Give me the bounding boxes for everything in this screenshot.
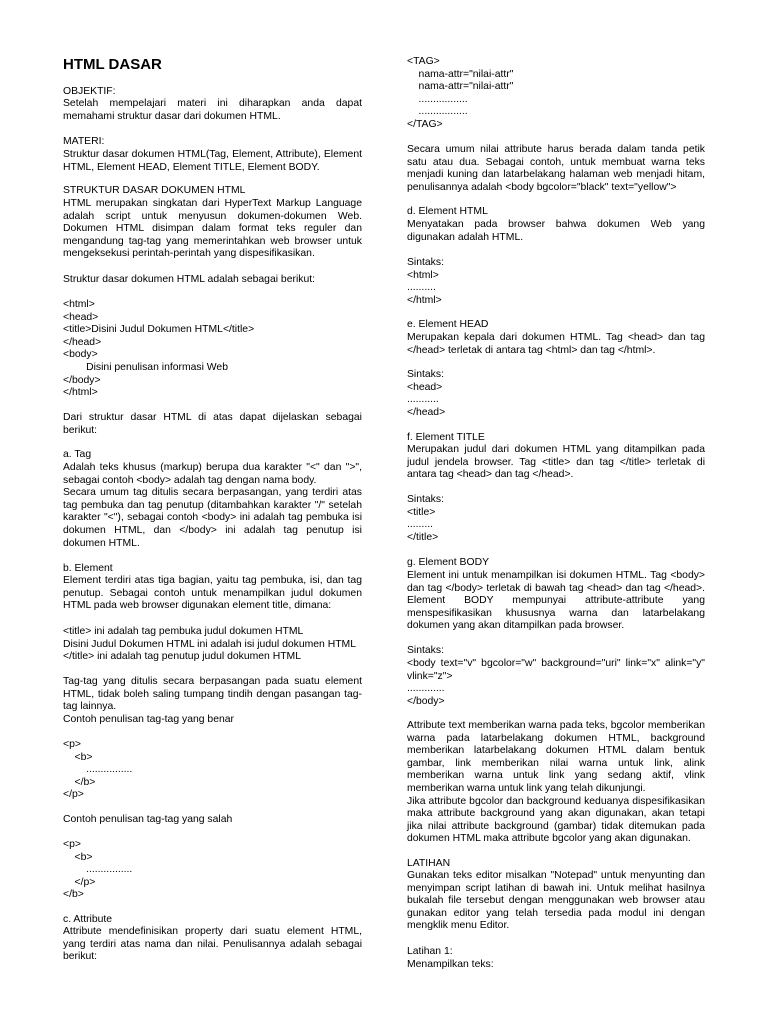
text-line: <body> — [63, 349, 98, 361]
text-line: Menampilkan teks: — [407, 958, 494, 970]
text-line: Sintaks: — [407, 494, 444, 505]
text-line: .......... — [407, 282, 436, 294]
text-line: ................ — [63, 764, 133, 776]
text-line: Secara umum tag ditulis secara berpasangan, yang terdiri atas tag pembuka dan tag penutup (ditambahkan karakter "/" setelah karakter "<"), sebagai contoh <body> ini adalah tag pembuka isi dokumen HTML, dan </body> ini adalah tag penutup isi dokumen HTML. — [63, 487, 362, 549]
text-line: Sintaks: — [407, 257, 444, 268]
text-line: </title> ini adalah tag penutup judul dokumen HTML — [63, 651, 301, 663]
text-line: <title> — [407, 506, 436, 518]
text-line: </html> — [63, 387, 98, 399]
nesting-paragraph — [63, 676, 362, 714]
text-line: <b> — [63, 751, 93, 763]
materi-text — [63, 149, 362, 174]
structure-paragraph — [63, 198, 362, 261]
text-line: Merupakan judul dari dokumen HTML yang ditampilkan pada judul jendela browser. Tag <title> dan tag </title> terletak di antara tag <head> dan tag </head>. — [407, 444, 705, 481]
body-attributes-paragraph — [407, 720, 705, 846]
text-line: nama-attr="nilai-attr" — [407, 68, 514, 80]
text-line: Merupakan kepala dari dokumen HTML. Tag <head> dan tag </head> terletak di antara tag <html> dan tag </html>. — [407, 332, 705, 356]
text-line: Latihan 1: — [407, 946, 453, 957]
tag-attribute-code — [407, 56, 705, 132]
attribute-heading — [63, 914, 362, 927]
text-line: </title> — [407, 531, 439, 543]
text-line: a. Tag — [63, 449, 92, 460]
tag-heading — [63, 449, 362, 462]
text-line: </b> — [63, 889, 84, 901]
text-line: </p> — [63, 789, 84, 801]
attribute-value-paragraph — [407, 144, 705, 194]
text-line: ............. — [407, 683, 445, 694]
text-line: Element terdiri atas tiga bagian, yaitu tag pembuka, isi, dan tag penutup. Sebagai contoh untuk menampilkan judul dokumen HTML pada web browser digunakan element title, dimana: — [63, 575, 362, 612]
element-heading — [63, 563, 362, 576]
objective-text — [63, 98, 362, 123]
text-line: Tag-tag yang ditulis secara berpasangan pada suatu element HTML, tidak boleh saling tumpang tindih dengan pasangan tag-tag lainnya. — [63, 676, 362, 713]
latihan-heading — [407, 858, 705, 871]
text-line: Secara umum nilai attribute harus berada dalam tanda petik satu atau dua. Sebagai contoh, untuk membuat warna teks menjadi kuning dan latarbelakang halaman web menjadi hitam, penulisannya adalah <body bgcolor="black" text="yellow"> — [407, 144, 705, 193]
element-head-syntax — [407, 369, 705, 419]
element-title-text — [407, 444, 705, 482]
tag-paragraph — [63, 462, 362, 550]
document-title: HTML DASAR — [63, 56, 162, 73]
latihan-text — [407, 870, 705, 933]
text-line: Attribute text memberikan warna pada teks, bgcolor memberikan warna pada latarbelakang dokumen HTML, background memberikan latarbelakang dokumen HTML dalam bentuk gambar, link memberikan nilai warna untuk link, alink memberikan warna untuk link yang sedang aktif, vlink memberikan warna untuk link yang telah dikunjungi. — [407, 720, 705, 794]
text-line: <p> — [63, 739, 81, 750]
text-line: </head> — [63, 336, 102, 348]
text-line: Adalah teks khusus (markup) berupa dua karakter "<" dan ">", sebagai contoh <body> adalah tag dengan nama body. — [63, 462, 362, 486]
correct-example-code — [63, 739, 362, 802]
text-line: b. Element — [63, 563, 113, 574]
text-line: ................. — [407, 93, 468, 105]
text-line: Sintaks: — [407, 369, 444, 380]
text-line: Disini penulisan informasi Web — [63, 361, 228, 373]
element-body-heading — [407, 557, 705, 570]
html-structure-code — [63, 299, 362, 400]
text-line: HTML merupakan singkatan dari HyperText Markup Language adalah script untuk menyusun dokumen-dokumen Web. Dokumen HTML disimpan dalam format teks reguler dan mengandung tag-tag yang memerintahkan web browser untuk mengeksekusi perintah-perintah yang dispesifikasikan. — [63, 198, 362, 260]
text-line: STRUKTUR DASAR DOKUMEN HTML — [63, 185, 246, 196]
text-line: ................ — [63, 864, 133, 876]
explanation-intro — [63, 412, 362, 437]
text-line: <title>Disini Judul Dokumen HTML</title> — [63, 324, 255, 336]
element-title-heading — [407, 432, 705, 445]
text-line: LATIHAN — [407, 858, 451, 869]
element-head-heading — [407, 319, 705, 332]
text-line: <TAG> — [407, 56, 440, 67]
text-line: Jika attribute bgcolor dan background keduanya dispesifikasikan maka attribute background yang akan digunakan, akan tetapi jika nilai attribute background (gambar) tidak ditemukan pada dokumen HTML maka attribute bgcolor yang akan digunakan. — [407, 795, 705, 845]
text-line: Contoh penulisan tag-tag yang salah — [63, 814, 233, 825]
text-line: Sintaks: — [407, 645, 444, 656]
element-body-syntax-label — [407, 645, 705, 658]
text-line: </p> — [63, 876, 96, 888]
objective-heading — [63, 86, 362, 99]
wrong-example-code — [63, 839, 362, 902]
element-body-syntax-end — [407, 683, 705, 708]
text-line: Contoh penulisan tag-tag yang benar — [63, 714, 234, 725]
element-body-syntax-tag — [407, 658, 705, 683]
element-html-text — [407, 219, 705, 244]
text-line: </html> — [407, 294, 442, 306]
element-head-text — [407, 332, 705, 357]
text-line: <body text="v" bgcolor="w" background="uri" link="x" alink="y" vlink="z"> — [407, 658, 705, 682]
text-line: <head> — [407, 381, 443, 393]
text-line: </b> — [63, 776, 96, 788]
text-line: Element ini untuk menampilkan isi dokumen HTML. Tag <body> dan tag </body> terletak di bawah tag <head> dan tag </head>. Element BODY mempunyai attribute-attribute yang menspesifikasikan khususnya warna dan latarbelakang dokumen yang akan ditampilkan pada browser. — [407, 570, 705, 632]
text-line: d. Element HTML — [407, 206, 488, 217]
latihan-1 — [407, 946, 705, 971]
text-line: <head> — [63, 311, 99, 323]
text-line: Disini Judul Dokumen HTML ini adalah isi judul dokumen HTML — [63, 638, 356, 650]
text-line: <html> — [407, 269, 439, 281]
element-body-text — [407, 570, 705, 633]
text-line: f. Element TITLE — [407, 432, 485, 443]
text-line: ......... — [407, 519, 433, 531]
text-line: Dari struktur dasar HTML di atas dapat dijelaskan sebagai berikut: — [63, 412, 362, 436]
correct-example-label — [63, 714, 362, 727]
text-line: <b> — [63, 851, 93, 863]
text-line: </head> — [407, 406, 446, 418]
text-line: g. Element BODY — [407, 557, 490, 568]
title-example — [63, 626, 362, 664]
text-line: Attribute mendefinisikan property dari suatu element HTML, yang terdiri atas nama dan nilai. Penulisannya adalah sebagai berikut: — [63, 926, 362, 963]
text-line: MATERI: — [63, 136, 105, 147]
text-line: Struktur dasar dokumen HTML(Tag, Element, Attribute), Element HTML, Element HEAD, Element TITLE, Element BODY. — [63, 149, 362, 173]
wrong-example-label — [63, 814, 362, 827]
element-paragraph — [63, 575, 362, 613]
text-line: <title> ini adalah tag pembuka judul dokumen HTML — [63, 626, 304, 637]
text-line: </body> — [407, 695, 445, 707]
element-title-syntax — [407, 494, 705, 544]
text-line: nama-attr="nilai-attr" — [407, 81, 514, 93]
text-line: Struktur dasar dokumen HTML adalah sebagai berikut: — [63, 274, 316, 285]
structure-intro — [63, 274, 362, 287]
text-line: </TAG> — [407, 118, 443, 130]
attribute-paragraph — [63, 926, 362, 964]
text-line: ................. — [407, 106, 468, 118]
text-line: c. Attribute — [63, 914, 113, 925]
text-line: e. Element HEAD — [407, 319, 489, 330]
text-line: Gunakan teks editor misalkan "Notepad" untuk menyunting dan menyimpan script latihan di bawah ini. Untuk melihat hasilnya bukalah file tersebut dengan menggunakan web browser atau gunakan editor yang telah tersedia pada modul ini dengan mengklik menu Editor. — [407, 870, 705, 932]
structure-heading — [63, 185, 362, 198]
materi-heading — [63, 136, 362, 149]
text-line: Setelah mempelajari materi ini diharapkan anda dapat memahami struktur dasar dari dokumen HTML. — [63, 98, 362, 122]
text-line: Menyatakan pada browser bahwa dokumen Web yang digunakan adalah HTML. — [407, 219, 705, 243]
text-line: <html> — [63, 299, 95, 310]
text-line: OBJEKTIF: — [63, 86, 116, 97]
text-line: ........... — [407, 394, 439, 406]
text-line: </body> — [63, 374, 101, 386]
element-html-heading — [407, 206, 705, 219]
element-html-syntax — [407, 257, 705, 307]
text-line: <p> — [63, 839, 81, 850]
